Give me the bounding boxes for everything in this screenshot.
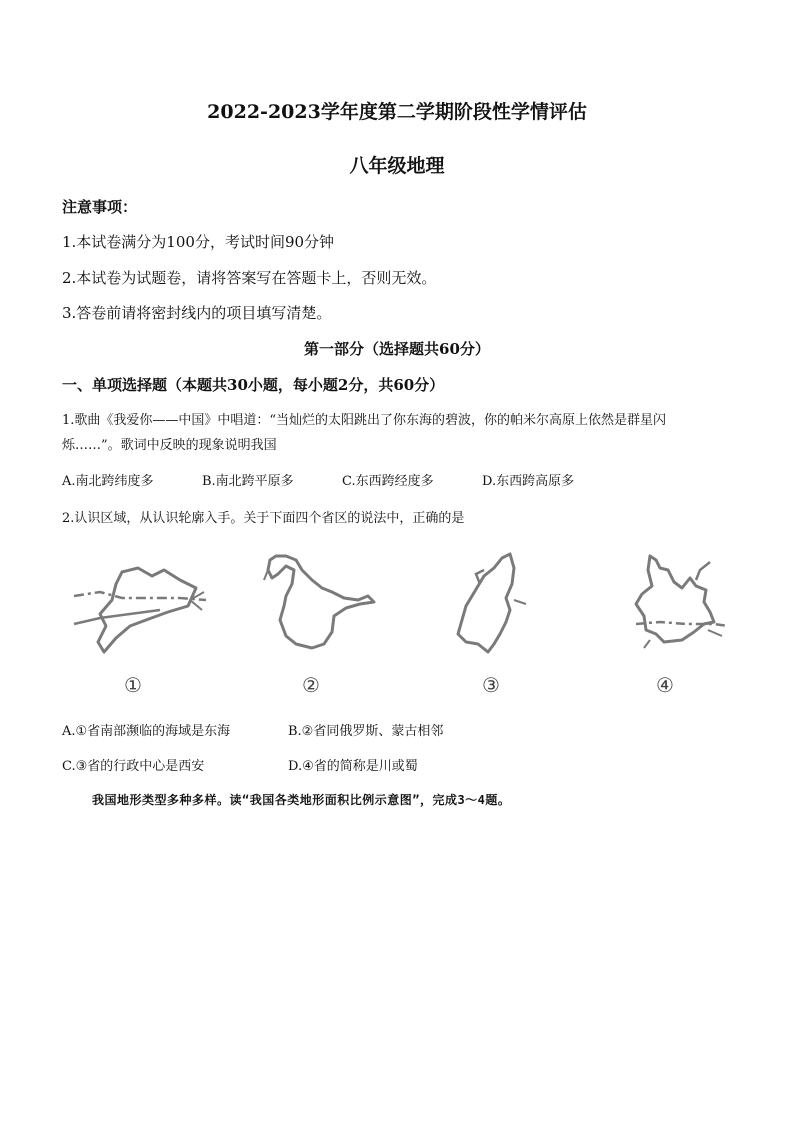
province-outline-3-icon [414, 540, 564, 670]
question-1-stem-line1: 1.歌曲《我爱你——中国》中唱道：“当灿烂的太阳跳出了你东海的碧波，你的帕米尔高原上依然是群星闪 [62, 413, 667, 428]
notice-item-3: 3.答卷前请将密封线内的项目填写清楚。 [62, 304, 332, 322]
map-label-1: ① [124, 673, 142, 697]
province-map-4 [590, 540, 740, 710]
questions-3-4-intro: 我国地形类型多种多样。读“我国各类地形面积比例示意图”，完成3～4题。 [92, 793, 511, 807]
province-map-3 [414, 540, 564, 710]
question-1-option-d: D.东西跨高原多 [482, 474, 575, 489]
question-2-option-a: A.①省南部濒临的海域是东海 [62, 724, 231, 739]
section-heading: 一、单项选择题（本题共30小题，每小题2分，共60分） [62, 376, 445, 394]
notice-heading: 注意事项： [62, 198, 138, 216]
province-outline-figure [60, 540, 740, 710]
exam-title: 2022-2023学年度第二学期阶段性学情评估 [207, 101, 587, 123]
question-2-stem: 2.认识区域，从认识轮廓入手。关于下面四个省区的说法中，正确的是 [62, 511, 465, 526]
part-title: 第一部分（选择题共60分） [304, 340, 490, 358]
map-label-4: ④ [656, 673, 674, 697]
question-1-stem-line2: 烁……”。歌词中反映的现象说明我国 [62, 438, 277, 453]
question-1-option-b: B.南北跨平原多 [202, 474, 294, 489]
question-1-option-c: C.东西跨经度多 [342, 474, 434, 489]
province-map-2 [236, 540, 386, 710]
province-map-1 [60, 540, 210, 710]
province-outline-4-icon [590, 540, 740, 670]
question-2-option-b: B.②省同俄罗斯、蒙古相邻 [288, 724, 444, 739]
province-outline-2-icon [236, 540, 386, 670]
map-label-3: ③ [482, 673, 500, 697]
province-outline-1-icon [60, 540, 210, 670]
question-2-option-c: C.③省的行政中心是西安 [62, 759, 205, 774]
notice-item-1: 1.本试卷满分为100分，考试时间90分钟 [62, 233, 335, 251]
notice-item-2: 2.本试卷为试题卷，请将答案写在答题卡上，否则无效。 [62, 269, 437, 287]
question-2-option-d: D.④省的简称是川或蜀 [288, 759, 418, 774]
question-1-option-a: A.南北跨纬度多 [62, 474, 154, 489]
map-label-2: ② [302, 673, 320, 697]
exam-subtitle: 八年级地理 [349, 155, 445, 177]
